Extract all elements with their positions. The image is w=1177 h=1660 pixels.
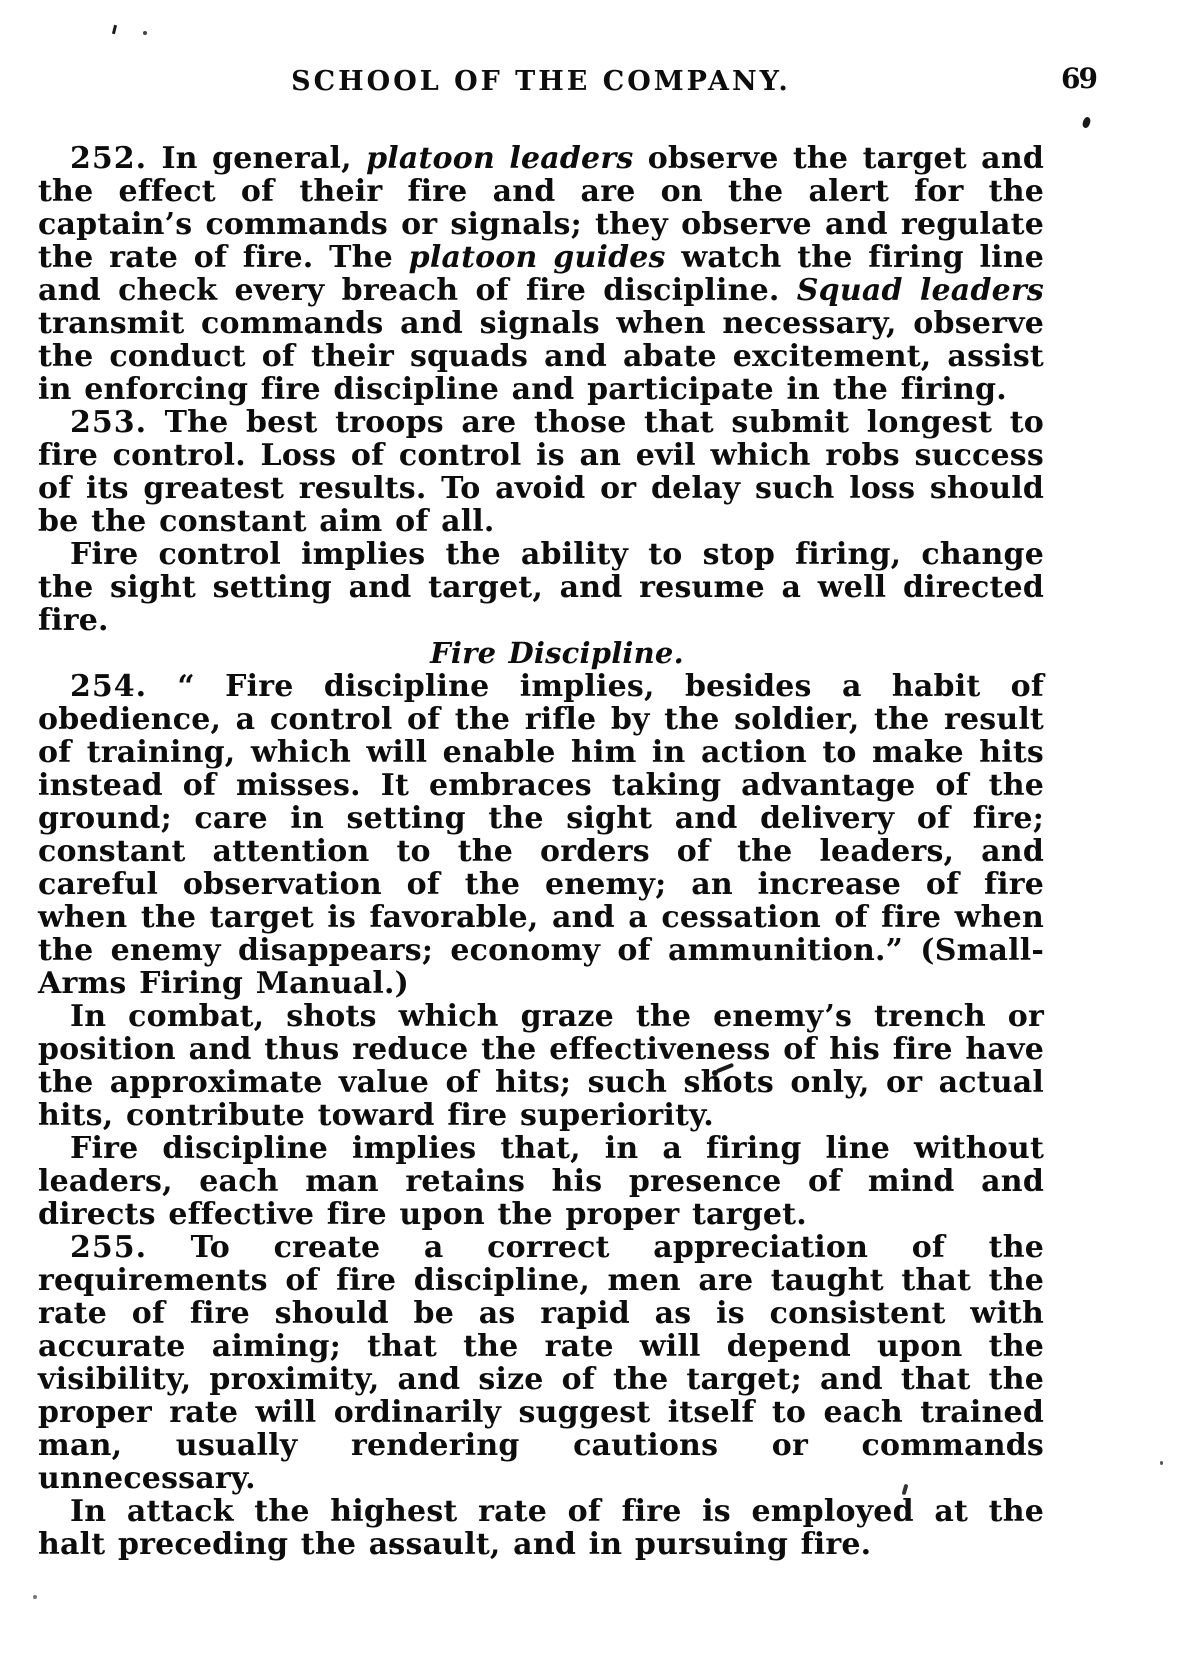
text-run: “ Fire discipline implies, besides a habit of obedience, a control of the rifle by the soldier, the result of training, which will enable him in action to make hits instead of misses. It embraces taking advantage of the ground; care in setting the sight and delivery of fire; constant attention to the orders of the leaders, and careful observation of the enemy; an increase of fire when the target is favorable, and a cessation of fire when the enemy disappears; economy of ammunition.” (Small-Arms Firing Manual.) xyxy=(38,669,1044,1001)
paragraph-number: 253. xyxy=(70,405,148,440)
paragraph-number: 255. xyxy=(70,1230,148,1265)
paragraph-255 xyxy=(38,1231,1044,1495)
paragraph-253 xyxy=(38,406,1044,538)
text-run: observe the target and the effect of their fire and are on the alert for the captain’s commands or signals; they observe and regulate the rate of fire. The xyxy=(38,141,1045,275)
paragraph-252 xyxy=(38,142,1044,406)
running-title: SCHOOL OF THE COMPANY. xyxy=(291,66,791,97)
page-number: 69 xyxy=(1061,62,1096,95)
paragraph-fire-discipline-implies: Fire discipline implies that, in a firing line without leaders, each man retains his presence of mind and directs effective fire upon the proper target. xyxy=(38,1131,1044,1232)
paragraph-in-combat: In combat, shots which graze the enemy’s trench or position and thus reduce the effectiveness of his fire have the approximate value of hits; such shots only, or actual hits, contribute toward fire superiority. xyxy=(38,999,1044,1133)
text-run: transmit commands and signals when necessary, observe the conduct of their squads and abate excitement, assist in enforcing fire discipline and participate in the firing. xyxy=(38,306,1044,407)
text-block xyxy=(38,62,1096,1562)
paragraph-number: 252. xyxy=(70,141,148,176)
scan-speck xyxy=(1160,1461,1163,1465)
scan-speck xyxy=(33,1595,37,1599)
body-text xyxy=(38,142,1044,1561)
scan-speck xyxy=(112,25,117,34)
section-heading: Fire Discipline. xyxy=(430,636,684,670)
text-run: The best troops are those that submit longest to fire control. Loss of control is an evil which robs success of its greatest results. To avoid or delay such loss should be the constant aim of all. xyxy=(38,405,1044,539)
italic-term-squad-leaders: Squad leaders xyxy=(796,273,1044,308)
scan-speck xyxy=(143,31,147,35)
paragraph-fire-control: Fire control implies the ability to stop firing, change the sight setting and target, and resume a well directed fire. xyxy=(38,537,1044,638)
italic-term-platoon-leaders: platoon leaders xyxy=(366,141,634,176)
paragraph-254 xyxy=(38,670,1044,1000)
italic-term-platoon-guides: platoon guides xyxy=(408,240,666,275)
paragraph-number: 254. xyxy=(70,669,148,704)
text-run: watch the firing line and check every breach of fire discipline. xyxy=(38,240,1044,308)
running-header xyxy=(38,62,1096,102)
scan-speck xyxy=(1081,116,1091,129)
text-run: In general, xyxy=(147,141,367,176)
paragraph-in-attack: In attack the highest rate of fire is employed at the halt preceding the assault, and in pursuing fire. xyxy=(38,1494,1044,1562)
text-run: To create a correct appreciation of the requirements of fire discipline, men are taught that the rate of fire should be as rapid as is consistent with accurate aiming; that the rate will depend upon the visibility, proximity, and size of the target; and that the proper rate will ordinarily suggest itself to each trained man, usually rendering cautions or commands unnecessary. xyxy=(38,1230,1044,1496)
